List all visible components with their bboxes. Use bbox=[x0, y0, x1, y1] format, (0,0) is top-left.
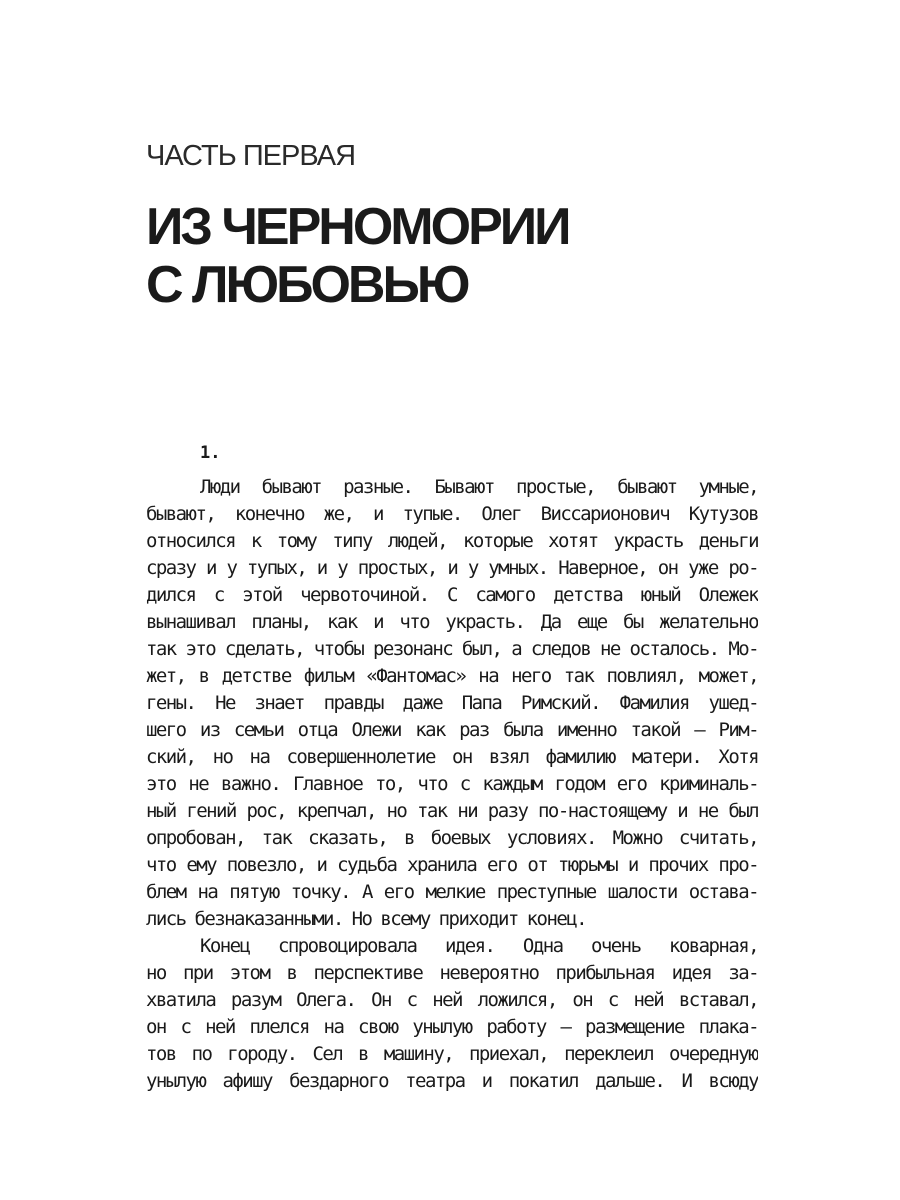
text-line: Люди бывают разные. Бывают простые, бывают умные, bbox=[200, 476, 758, 498]
chapter-title bbox=[146, 198, 569, 314]
text-line: что ему повезло, и судьба хранила его от тюрьмы и прочих про- bbox=[146, 854, 758, 876]
text-line: ный гений рос, крепчал, но так ни разу по-настоящему и не был bbox=[146, 800, 758, 822]
text-line: тов по городу. Сел в машину, приехал, переклеил очередную bbox=[146, 1043, 758, 1065]
text-line: но при этом в перспективе невероятно прибыльная идея за- bbox=[146, 962, 758, 984]
text-line: сразу и у тупых, и у простых, и у умных. Наверное, он уже ро- bbox=[146, 557, 758, 579]
chapter-title-line: С ЛЮБОВЬЮ bbox=[146, 256, 468, 314]
text-line: это не важно. Главное то, что с каждым годом его криминаль- bbox=[146, 773, 758, 795]
chapter-title-line: ИЗ ЧЕРНОМОРИИ bbox=[146, 198, 569, 256]
text-line: блем на пятую точку. А его мелкие преступные шалости остава- bbox=[146, 881, 758, 903]
text-line: жет, в детстве фильм «Фантомас» на него так повлиял, может, bbox=[146, 665, 758, 687]
text-line: лись безнаказанными. Но всему приходит конец. bbox=[146, 908, 587, 930]
part-label: ЧАСТЬ ПЕРВАЯ bbox=[146, 140, 356, 172]
text-line: гены. Не знает правды даже Папа Римский. Фамилия ушед- bbox=[146, 692, 758, 714]
text-line: унылую афишу бездарного театра и покатил дальше. И всюду bbox=[146, 1070, 758, 1092]
text-line: он с ней плелся на свою унылую работу – размещение плака- bbox=[146, 1016, 758, 1038]
text-line: относился к тому типу людей, которые хотят украсть деньги bbox=[146, 530, 758, 552]
text-line: вынашивал планы, как и что украсть. Да еще бы желательно bbox=[146, 611, 758, 633]
text-line: хватила разум Олега. Он с ней ложился, он с ней вставал, bbox=[146, 989, 758, 1011]
text-line: дился с этой червоточиной. С самого детства юный Олежек bbox=[146, 584, 758, 606]
text-line: шего из семьи отца Олежи как раз была именно такой – Рим- bbox=[146, 719, 758, 741]
text-line: так это сделать, чтобы резонанс был, а следов не осталось. Мо- bbox=[146, 638, 758, 660]
text-line: Конец спровоцировала идея. Одна очень коварная, bbox=[200, 935, 758, 957]
text-line: ский, но на совершеннолетие он взял фамилию матери. Хотя bbox=[146, 746, 758, 768]
body-text bbox=[146, 474, 758, 1095]
text-line: бывают, конечно же, и тупые. Олег Виссарионович Кутузов bbox=[146, 503, 758, 525]
section-number: 1. bbox=[200, 443, 221, 463]
text-line: опробован, так сказать, в боевых условиях. Можно считать, bbox=[146, 827, 758, 849]
